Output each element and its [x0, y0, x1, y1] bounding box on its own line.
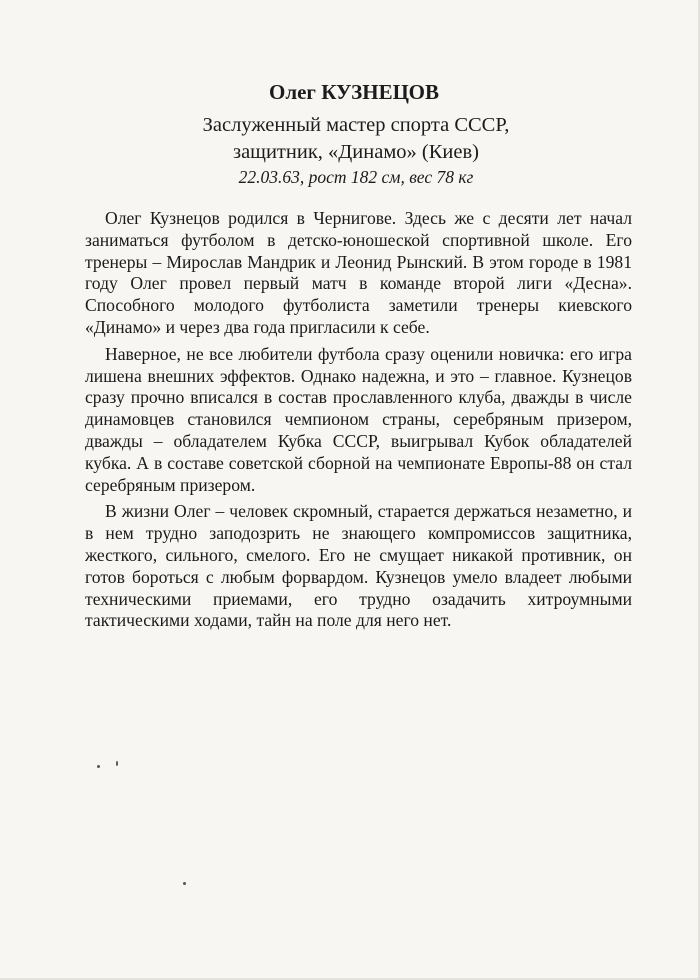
- print-speck: [97, 765, 100, 768]
- bio-paragraph-3: В жизни Олег – человек скромный, старается держаться незаметно, и в нем трудно заподозрить не знающего компромиссов защитника, жесткого, сильного, смелого. Его не смущает никакой противник, он готов бороться с любым форвардом. Кузнецов умело владеет любыми техническими приемами, его трудно озадачить хитроумными тактическими ходами, тайн на поле для него нет.: [85, 501, 632, 631]
- biography: [85, 208, 632, 637]
- bio-paragraph-2: Наверное, не все любители футбола сразу оценили новичка: его игра лишена внешних эффектов. Однако надежна, и это – главное. Кузнецов сразу прочно вписался в состав прославленного клуба, дважды в числе динамовцев становился чемпионом страны, серебряным призером, дважды – обладателем Кубка СССР, выигрывал Кубок обладателей кубка. А в составе советской сборной на чемпионате Европы-88 он стал серебряным призером.: [85, 343, 632, 495]
- player-title-line-2: защитник, «Динамо» (Киев): [232, 141, 479, 163]
- bio-paragraph-1: Олег Кузнецов родился в Чернигове. Здесь же с десяти лет начал заниматься футболом в детско-юношеской спортивной школе. Его тренеры – Мирослав Мандрик и Леонид Рынский. В этом городе в 1981 году Олег провел первый матч в команде второй лиги «Десна». Способного молодого футболиста заметили тренеры киевского «Динамо» и через два года пригласили к себе.: [85, 208, 632, 337]
- card-header: [0, 78, 700, 189]
- print-speck: [116, 761, 118, 766]
- player-name: Олег КУЗНЕЦОВ: [269, 80, 439, 104]
- print-speck: [183, 882, 186, 885]
- player-title-line-1: Заслуженный мастер спорта СССР,: [202, 114, 510, 136]
- player-stats: 22.03.63, рост 182 см, вес 78 кг: [238, 167, 474, 187]
